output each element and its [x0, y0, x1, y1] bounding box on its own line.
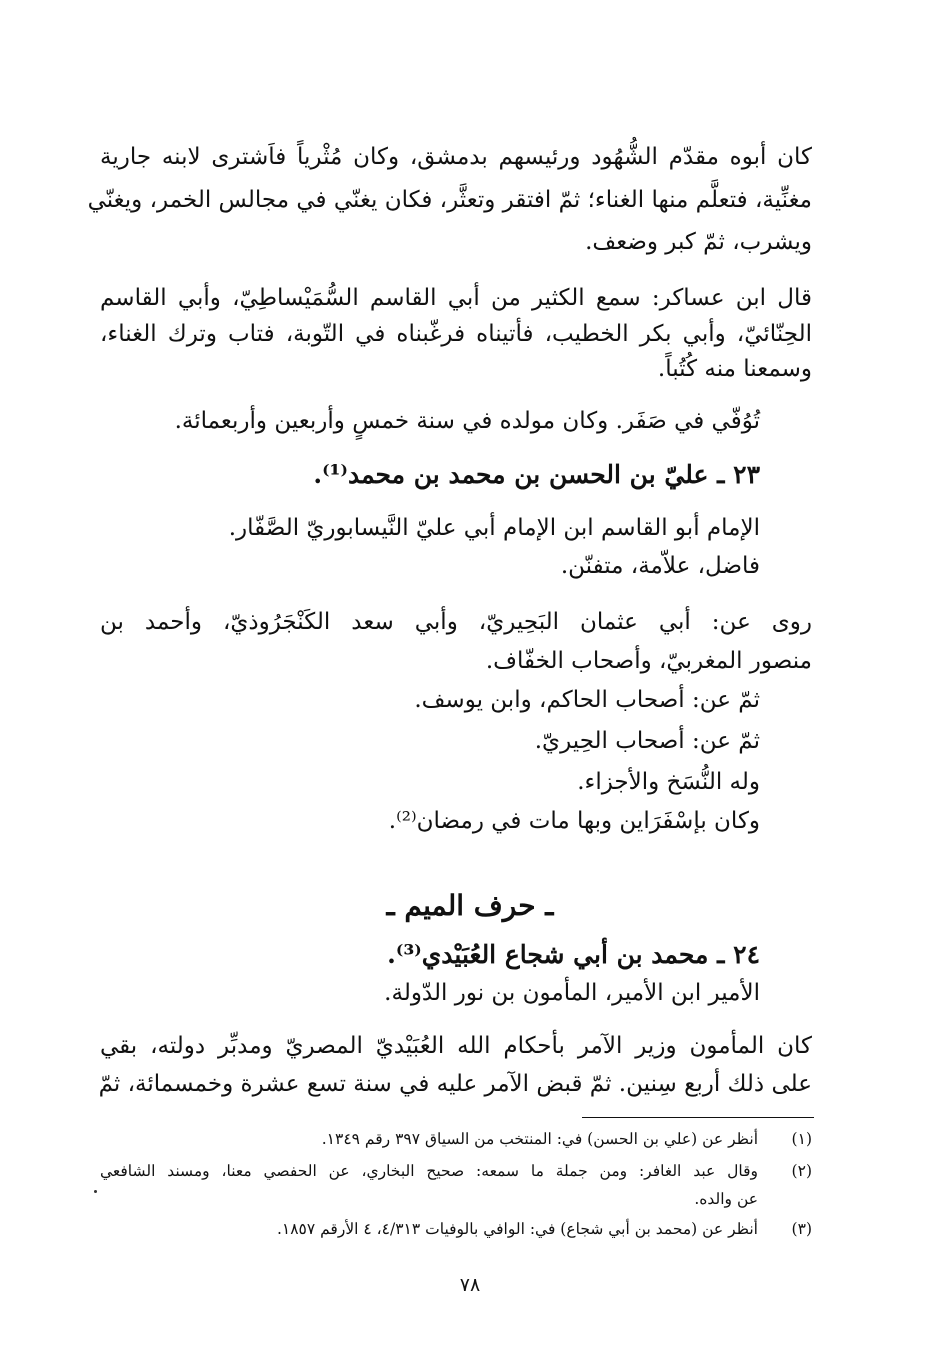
paragraph-line: الحِنّائيّ، وأبي بكر الخطيب، فأتيناه فرغّبناه في التّوبة، فتاب وترك الغناء،: [100, 321, 812, 347]
entry-heading-23: ٢٣ ـ عليّ بن الحسن بن محمد بن محمد⁽¹⁾.: [313, 460, 760, 489]
paragraph-line: وله النُّسَخ والأجزاء.: [577, 769, 760, 795]
paragraph-line: على ذلك أربع سِنين. ثمّ قبض الآمر عليه في سنة تسع عشرة وخمسمائة، ثمّ: [98, 1071, 812, 1097]
paragraph-line: فاضل، علاّمة، متفنّن.: [560, 553, 760, 579]
paragraph-line: مغنِّية، فتعلَّم منها الغناء؛ ثمّ افتقر وتعثَّر، فكان يغنّي في مجالس الخمر، ويغنّي: [87, 187, 812, 213]
entry-heading-24: ٢٤ ـ محمد بن أبي شجاع العُبَيْدي⁽³⁾.: [387, 940, 760, 969]
page-number: ٧٨: [459, 1274, 481, 1296]
paragraph-line: الأمير ابن الأمير، المأمون بن نور الدّولة.: [384, 980, 760, 1006]
paragraph-line: ويشرب، ثمّ كبر وضعف.: [585, 229, 812, 255]
paragraph-line: ثمّ عن: أصحاب الحاكم، وابن يوسف.: [414, 687, 760, 713]
section-heading: ـ حرف الميم ـ: [386, 889, 554, 922]
footnote-text: أنظر عن (علي بن الحسن) في: المنتخب من السياق ٣٩٧ رقم ١٣٤٩.: [321, 1130, 758, 1148]
footnote-number: (٣): [791, 1220, 812, 1238]
footnote-text: أنظر عن (محمد بن أبي شجاع) في: الوافي بالوفيات ٤/٣١٣، ٤ الأرقم ١٨٥٧.: [276, 1220, 758, 1238]
paragraph-line: منصور المغربيّ، وأصحاب الخفّاف.: [485, 648, 812, 674]
footnote-text: وقال عبد الغافر: ومن جملة ما سمعه: صحيح البخاري، عن الحفصي معنا، ومسند الشافعي: [100, 1162, 758, 1180]
paragraph-line: روى عن: أبي عثمان البَحِيريّ، وأبي سعد الكَنْجَرُوذيّ، وأحمد بن: [100, 609, 812, 635]
paragraph-line: كان أبوه مقدّم الشُّهُود ورئيسهم بدمشق، وكان مُثْرياً فاَشترى لابنه جارية: [100, 144, 812, 170]
paragraph-line: وسمعنا منه كُتُباً.: [657, 356, 812, 382]
paragraph-line: تُوُفّي في صَفَر. وكان مولده في سنة خمسٍ وأربعين وأربعمائة.: [174, 408, 760, 434]
paragraph-line: كان المأمون وزير الآمر بأحكام الله العُبَيْديّ المصريّ ومدبِّر دولته، بقي: [100, 1033, 812, 1059]
footnote-text-continued: عن والده.: [694, 1190, 758, 1208]
paragraph-line: وكان بإسْفَرَاين وبها مات في رمضان⁽²⁾.: [388, 808, 760, 834]
stray-mark: [94, 1190, 97, 1193]
footnote-number: (٢): [791, 1162, 812, 1180]
paragraph-line: قال ابن عساكر: سمع الكثير من أبي القاسم السُّمَيْساطِيّ، وأبي القاسم: [100, 285, 812, 311]
footnote-number: (١): [791, 1130, 812, 1148]
paragraph-line: الإمام أبو القاسم ابن الإمام أبي عليّ النَّيسابوريّ الصَّفّار.: [228, 515, 760, 541]
footnote-divider: [582, 1117, 814, 1118]
paragraph-line: ثمّ عن: أصحاب الحِيريّ.: [534, 728, 760, 754]
